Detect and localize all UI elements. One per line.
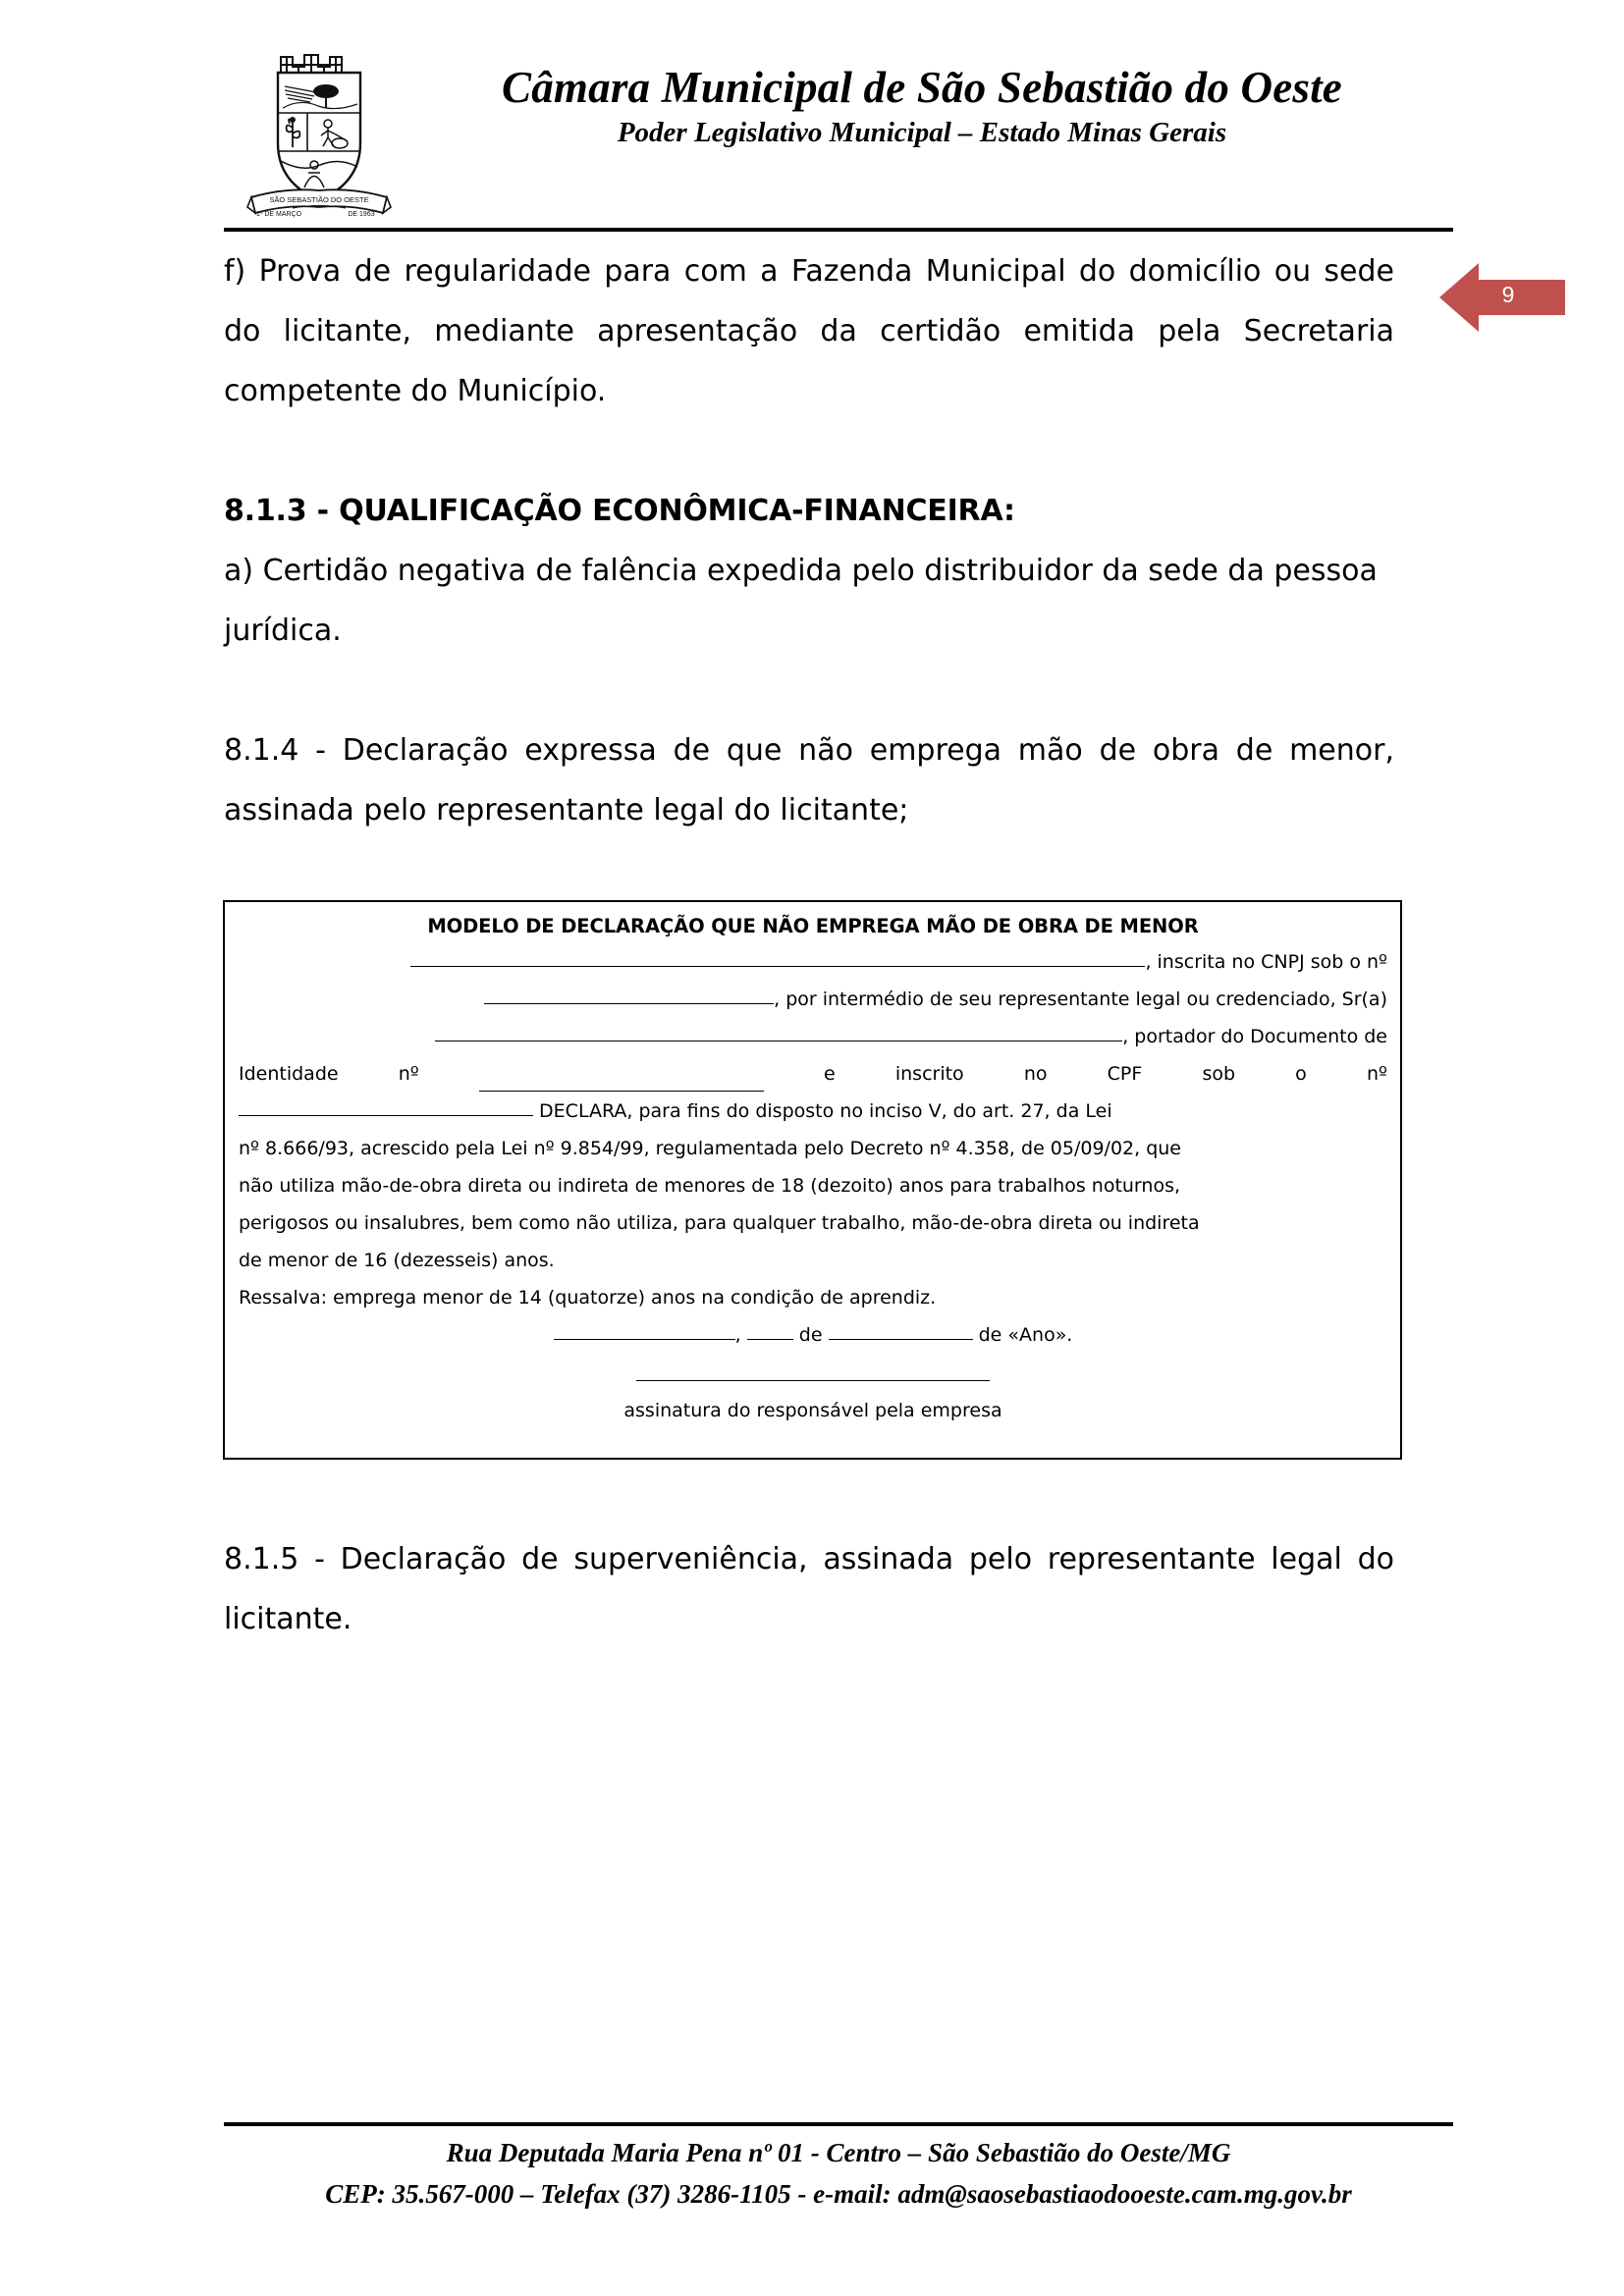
page-number-label: 9 <box>1501 282 1515 307</box>
declaration-line-1 <box>239 943 1387 981</box>
paragraph-item-f: f) Prova de regularidade para com a Fazenda Municipal do domicílio ou sede do licitante, mediante apresentação da certidão emitida pela Secretaria competente do Município. <box>224 254 1394 408</box>
paragraph-item-8-1-5: 8.1.5 - Declaração de superveniência, assinada pelo representante legal do licitante. <box>224 1542 1394 1636</box>
label-cpf: CPF <box>1107 1063 1143 1085</box>
blank-city <box>554 1320 735 1340</box>
coat-of-arms-icon <box>245 35 393 222</box>
label-inscrito: inscrito <box>894 1063 964 1085</box>
footer-divider <box>224 2122 1453 2126</box>
signature-line <box>636 1366 990 1381</box>
label-e: e <box>824 1063 836 1085</box>
declaration-line-3 <box>239 1018 1387 1055</box>
declaration-ressalva: Ressalva: emprega menor de 14 (quatorze) anos na condição de aprendiz. <box>239 1287 937 1308</box>
page-footer <box>224 2132 1453 2215</box>
paragraph-item-8-1-4: 8.1.4 - Declaração expressa de que não emprega mão de obra de menor, assinada pelo representante legal do licitante; <box>224 733 1394 828</box>
declaration-line-2 <box>239 981 1387 1018</box>
signature-rule-row <box>239 1354 1387 1397</box>
crest-ribbon-left-text: 1º DE MARÇO <box>255 211 302 218</box>
declaration-title: MODELO DE DECLARAÇÃO QUE NÃO EMPREGA MÃO DE OBRA DE MENOR <box>427 915 1199 937</box>
page-number-arrow-annotation <box>1439 259 1565 336</box>
label-no: no <box>1023 1063 1048 1085</box>
blank-day <box>747 1320 793 1340</box>
label-o: o <box>1295 1063 1307 1085</box>
date-comma: , <box>734 1324 741 1346</box>
label-sob: sob <box>1202 1063 1236 1085</box>
document-body-after-box <box>224 1529 1394 1649</box>
label-identidade: Identidade <box>239 1063 339 1085</box>
organization-subtitle: Poder Legislativo Municipal – Estado Minas Gerais <box>617 117 1227 148</box>
declaration-line-8: perigosos ou insalubres, bem como não utiliza, para qualquer trabalho, mão-de-obra direta ou indireta <box>239 1212 1200 1234</box>
crest-ribbon-right-text: DE 1963 <box>348 211 375 218</box>
declaration-line-7: não utiliza mão-de-obra direta ou indireta de menores de 18 (dezoito) anos para trabalhos noturnos, <box>239 1175 1181 1197</box>
blank-cnpj <box>484 985 774 1004</box>
blank-company-name <box>410 947 1145 967</box>
page-header <box>224 33 1453 230</box>
blank-cpf-number <box>239 1096 533 1116</box>
crest-ribbon-top-text: SÃO SEBASTIÃO DO OESTE <box>269 195 369 204</box>
declaration-line-2-text: , por intermédio de seu representante legal ou credenciado, Sr(a) <box>774 988 1387 1010</box>
declaration-line-6: nº 8.666/93, acrescido pela Lei nº 9.854/99, regulamentada pelo Decreto nº 4.358, de 05/09/02, que <box>239 1138 1182 1159</box>
blank-identity-number <box>479 1072 764 1092</box>
footer-contact-line: CEP: 35.567-000 – Telefax (37) 3286-1105 - e-mail: adm@saosebastiaodooeste.cam.mg.gov.br <box>325 2179 1352 2209</box>
footer-address-line: Rua Deputada Maria Pena nº 01 - Centro – São Sebastião do Oeste/MG <box>446 2138 1231 2167</box>
declaration-line-3-text: , portador do Documento de <box>1122 1026 1387 1047</box>
declaration-line-5-text: DECLARA, para fins do disposto no inciso V, do art. 27, da Lei <box>539 1100 1112 1122</box>
declaration-line-4 <box>239 1055 1387 1093</box>
document-body <box>224 241 1394 840</box>
label-numero-cpf: nº <box>1366 1063 1387 1085</box>
blank-representative-name <box>435 1022 1122 1041</box>
label-numero-identidade: nº <box>398 1063 419 1085</box>
date-de-1: de <box>798 1324 823 1346</box>
header-divider <box>224 228 1453 232</box>
blank-month <box>829 1320 973 1340</box>
header-title-block <box>391 61 1453 151</box>
spacer <box>224 421 1394 481</box>
paragraph-item-a: a) Certidão negativa de falência expedida pelo distribuidor da sede da pessoa jurídica. <box>224 554 1378 648</box>
declaration-line-9: de menor de 16 (dezesseis) anos. <box>239 1250 555 1271</box>
date-de-ano: de «Ano». <box>978 1324 1073 1346</box>
declaration-date-line <box>239 1316 1387 1354</box>
heading-8-1-3: 8.1.3 - QUALIFICAÇÃO ECONÔMICA-FINANCEIRA: <box>224 494 1015 528</box>
declaration-model-box <box>223 900 1402 1460</box>
organization-title: Câmara Municipal de São Sebastião do Oeste <box>502 63 1342 112</box>
declaration-line-5 <box>239 1093 1387 1130</box>
signature-caption: assinatura do responsável pela empresa <box>623 1400 1002 1421</box>
declaration-line-1-text: , inscrita no CNPJ sob o nº <box>1145 951 1387 973</box>
spacer <box>224 661 1394 721</box>
